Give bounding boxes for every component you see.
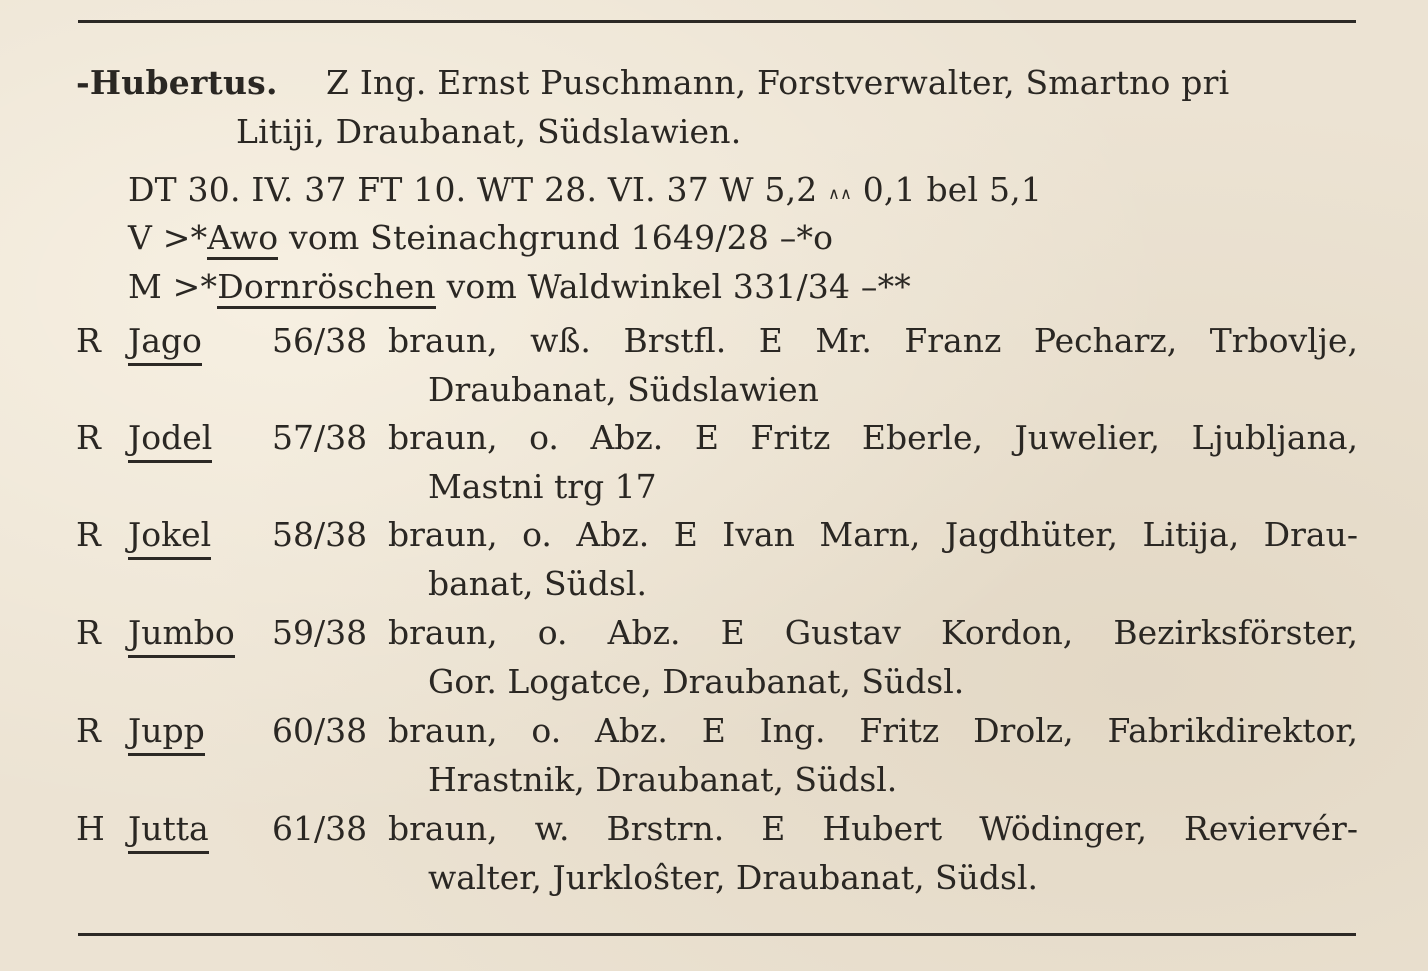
puppy-description-cont: walter, Jurkloŝter, Draubanat, Südsl. bbox=[428, 858, 1039, 897]
breeder-line-2: Litiji, Draubanat, Südslawien. bbox=[236, 112, 742, 151]
puppy-name: Jodel bbox=[128, 418, 212, 463]
puppy-description: braun, o. Abz. E Fritz Eberle, Juwelier, Ljubljana, bbox=[388, 418, 1358, 457]
puppy-description: braun, o. Abz. E Ing. Fritz Drolz, Fabrikdirektor, bbox=[388, 711, 1358, 750]
puppy-number: 60/38 bbox=[272, 711, 368, 750]
puppy-name: Jumbo bbox=[128, 613, 235, 658]
sire-line bbox=[128, 218, 833, 260]
kennel-header bbox=[76, 63, 1230, 103]
puppy-sex: R bbox=[76, 711, 101, 750]
puppy-description-cont: banat, Südsl. bbox=[428, 564, 647, 603]
puppy-sex: H bbox=[76, 809, 105, 848]
puppy-description: braun, wß. Brstfl. E Mr. Franz Pecharz, Trbovlje, bbox=[388, 321, 1358, 360]
puppy-sex: R bbox=[76, 515, 101, 554]
dam-line bbox=[128, 267, 911, 309]
puppy-description: braun, o. Abz. E Gustav Kordon, Bezirksförster, bbox=[388, 613, 1358, 652]
puppy-sex: R bbox=[76, 418, 101, 457]
dam-prefix: M >* bbox=[128, 267, 218, 306]
kennel-name: -Hubertus. bbox=[76, 63, 278, 102]
puppy-entry bbox=[76, 515, 1358, 605]
litter-dates-tail: 0,1 bel 5,1 bbox=[862, 170, 1043, 209]
puppy-name: Jutta bbox=[128, 809, 209, 854]
puppy-description-cont: Draubanat, Südslawien bbox=[428, 370, 819, 409]
puppy-name: Jokel bbox=[128, 515, 211, 560]
puppy-description-cont: Hrastnik, Draubanat, Südsl. bbox=[428, 760, 898, 799]
bottom-rule bbox=[78, 933, 1356, 936]
puppy-entry bbox=[76, 711, 1358, 801]
top-rule bbox=[78, 20, 1356, 23]
puppy-description: braun, o. Abz. E Ivan Marn, Jagdhüter, Litija, Drau- bbox=[388, 515, 1358, 554]
puppy-number: 58/38 bbox=[272, 515, 368, 554]
puppy-entry bbox=[76, 418, 1358, 508]
sire-prefix: V >* bbox=[128, 218, 208, 257]
sire-details: vom Steinachgrund 1649/28 –*o bbox=[278, 218, 834, 257]
litter-dates-main: DT 30. IV. 37 FT 10. WT 28. VI. 37 W 5,2 bbox=[128, 170, 818, 209]
puppy-number: 59/38 bbox=[272, 613, 368, 652]
puppy-entry bbox=[76, 613, 1358, 703]
puppy-entry bbox=[76, 321, 1358, 411]
dam-details: vom Waldwinkel 331/34 –** bbox=[435, 267, 911, 306]
puppy-sex: R bbox=[76, 321, 101, 360]
caret-marks: ∧∧ bbox=[828, 184, 852, 203]
puppy-description-cont: Gor. Logatce, Draubanat, Südsl. bbox=[428, 662, 965, 701]
puppy-number: 56/38 bbox=[272, 321, 368, 360]
puppy-name: Jupp bbox=[128, 711, 205, 756]
puppy-description-cont: Mastni trg 17 bbox=[428, 467, 657, 506]
puppy-name: Jago bbox=[128, 321, 202, 366]
puppy-description: braun, w. Brstrn. E Hubert Wödinger, Reviervér- bbox=[388, 809, 1358, 848]
sire-name: Awo bbox=[207, 219, 278, 260]
dam-name: Dornröschen bbox=[217, 268, 436, 309]
puppy-number: 61/38 bbox=[272, 809, 368, 848]
puppy-sex: R bbox=[76, 613, 101, 652]
puppy-number: 57/38 bbox=[272, 418, 368, 457]
puppy-entry bbox=[76, 809, 1358, 899]
litter-dates bbox=[128, 170, 1042, 216]
breeder-line-1: Z Ing. Ernst Puschmann, Forstverwalter, Smartno pri bbox=[326, 63, 1230, 102]
